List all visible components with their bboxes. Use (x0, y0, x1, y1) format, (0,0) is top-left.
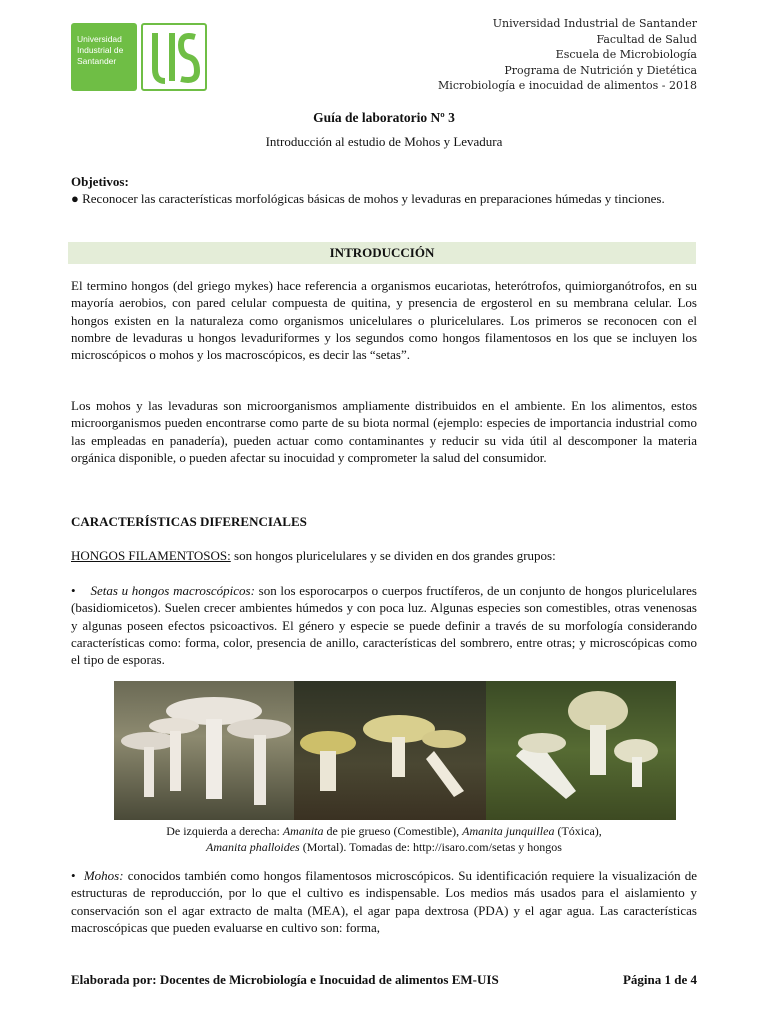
objectives-heading: Objetivos: (71, 174, 129, 189)
institution-line: Programa de Nutrición y Dietética (504, 63, 697, 77)
institution-line: Microbiología e inocuidad de alimentos - 2018 (438, 79, 697, 92)
caption-species: Amanita phalloides (206, 840, 300, 854)
filamentous-line (71, 547, 697, 564)
filamentous-text: son hongos pluricelulares y se dividen en dos grandes grupos: (230, 548, 556, 563)
institution-line: Facultad de Salud (596, 32, 697, 46)
mushroom-photo-1 (114, 681, 294, 820)
intro-paragraph-1: El termino hongos (del griego mykes) hace referencia a organismos eucariotas, heterótrofos, quimiorganótrofos, en su mayoría aerobios, con pared celular compuesta de quitina, y presencia de ergosterol en su membrana celular. Los hongos existen en la naturaleza como organismos unicelulares o pluricelulares. Los primeros se reconocen con el nombre de levaduras u hongos levaduriformes y los segundos como hongos filamentosos en los que se incluyen los microscópicos o mohos y los macroscópicos, es decir las “setas”. (71, 278, 697, 363)
caption-text: (Mortal). Tomadas de: http://isaro.com/setas y hongos (299, 840, 562, 854)
intro-paragraph-2: Los mohos y las levaduras son microorganismos ampliamente distribuidos en el ambiente. En los alimentos, estos microorganismos pueden encontrarse como parte de su biota normal (ejemplo: especies de importancia industrial como las empleadas en panadería), pueden actuar como contaminantes y reducir su vida útil al descomponer la materia orgánica disponible, o pueden afectar su inocuidad y comprometer la salud del consumidor. (71, 398, 697, 465)
footer-author: Elaborada por: Docentes de Microbiología e Inocuidad de alimentos EM-UIS (71, 972, 499, 987)
caption-text: (Tóxica), (554, 824, 602, 838)
diff-heading: CARACTERÍSTICAS DIFERENCIALES (71, 514, 307, 529)
caption-text: de pie grueso (Comestible), (323, 824, 463, 838)
photo-caption (0, 823, 768, 855)
guide-title: Guía de laboratorio Nº 3 (313, 110, 455, 125)
uis-logo-text (71, 23, 137, 91)
footer-page-number: Página 1 de 4 (622, 972, 697, 987)
bullet: • (71, 583, 76, 598)
caption-species: Amanita (282, 824, 324, 838)
filamentous-label: HONGOS FILAMENTOSOS: (71, 548, 231, 563)
mohos-text: conocidos también como hongos filamentosos microscópicos. Su identificación requiere la visualización de estructuras de reproducción, por lo que el cultivo es indispensable. Los medios más usados para el aislamiento y conservación son el agar extracto de malta (MEA), el agar papa dextrosa (PDA) y el agar agua. Las características macroscópicas que pueden evaluarse en cultivo son: forma, (71, 868, 698, 935)
setas-text: son los esporocarpos o cuerpos fructíferos, de un conjunto de hongos pluricelulares (basidiomicetos). Suelen crecer ambientes húmedos y con poca luz. Algunas especies son comestibles, otras venenosas y algunas poseen efectos psicoactivos. El género y especie se puede definir a través de su morfología considerando características como: forma, color, presencia de anillo, características del sombrero, entre otras; y microscópicas como el tipo de esporas. (71, 583, 697, 668)
mushroom-photos (114, 681, 676, 820)
mohos-label: Mohos: (83, 868, 124, 883)
objective-item: ● Reconocer las características morfológicas básicas de mohos y levaduras en preparaciones húmedas y tinciones. (71, 191, 665, 207)
caption-text: De izquierda a derecha: (166, 824, 283, 838)
logo-line: Universidad (77, 34, 122, 44)
mohos-paragraph (71, 867, 697, 936)
setas-paragraph (71, 582, 697, 668)
caption-species: Amanita junquillea (462, 824, 555, 838)
institution-line: Universidad Industrial de Santander (492, 17, 697, 30)
setas-label: Setas u hongos macroscópicos: (90, 583, 255, 598)
institution-line: Escuela de Microbiología (555, 48, 697, 61)
mushroom-photo-2 (294, 681, 486, 820)
mushroom-photo-3 (486, 681, 676, 820)
guide-subtitle: Introducción al estudio de Mohos y Levadura (265, 134, 503, 149)
logo-line: Industrial de (77, 45, 124, 55)
bullet: • (71, 868, 76, 883)
objectives (71, 173, 697, 208)
logo-line: Santander (77, 56, 117, 66)
intro-heading: INTRODUCCIÓN (68, 242, 696, 264)
uis-emblem-logo (141, 23, 207, 91)
institution-header (438, 16, 697, 94)
